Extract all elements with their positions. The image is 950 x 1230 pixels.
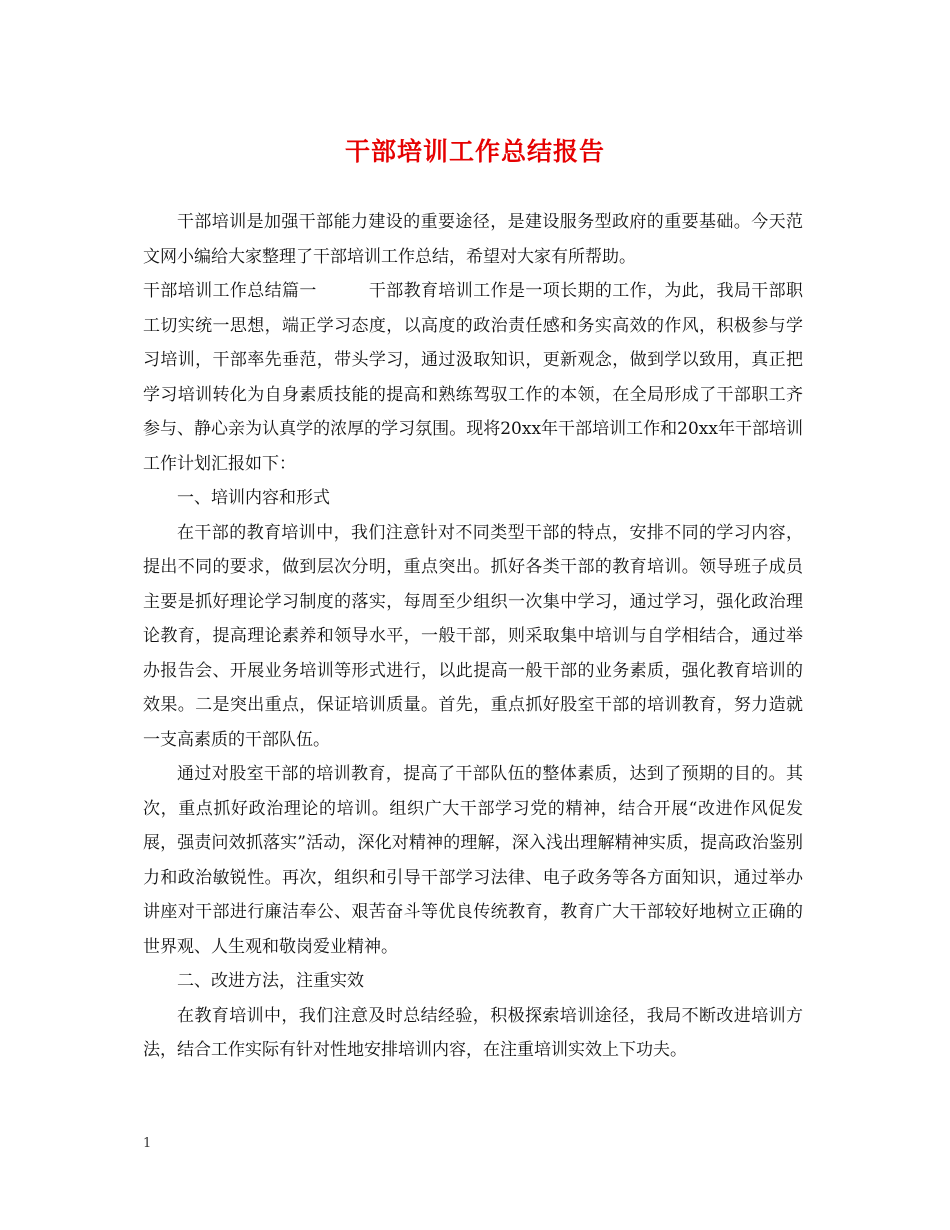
- paragraph-methods: 在教育培训中，我们注意及时总结经验，积极探索培训途径，我局不断改进培训方法，结合工作实际有针对性地安排培训内容，在注重培训实效上下功夫。: [143, 1005, 803, 1060]
- document-title: 干部培训工作总结报告: [344, 137, 605, 166]
- paragraph-intro: 干部培训是加强干部能力建设的重要途径，是建设服务型政府的重要基础。今天范文网小编给大家整理了干部培训工作总结，希望对大家有所帮助。: [143, 212, 803, 267]
- section-heading-two: 二、改进方法，注重实效: [177, 971, 364, 991]
- paragraph-part-one: 干部培训工作总结篇一 干部教育培训工作是一项长期的工作，为此，我局干部职工切实统一思想，端正学习态度，以高度的政治责任感和务实高效的作风，积极参与学习培训，干部率先垂范，带头学习，通过汲取知识，更新观念，做到学以致用，真正把学习培训转化为自身素质技能的提高和熟练驾驭工作的本领，在全局形成了干部职工齐参与、静心亲为认真学的浓厚的学习氛围。现将20xx年干部培训工作和20xx年干部培训工作计划汇报如下：: [143, 281, 803, 474]
- section-heading-one: 一、培训内容和形式: [177, 488, 330, 508]
- document-body: [143, 205, 803, 1068]
- paragraph-training-results: 通过对股室干部的培训教育，提高了干部队伍的整体素质，达到了预期的目的。其次，重点抓好政治理论的培训。组织广大干部学习党的精神，结合开展“改进作风促发展，强责问效抓落实”活动，深化对精神的理解，深入浅出理解精神实质，提高政治鉴别力和政治敏锐性。再次，组织和引导干部学习法律、电子政务等各方面知识，通过举办讲座对干部进行廉洁奉公、艰苦奋斗等优良传统教育，教育广大干部较好地树立正确的世界观、人生观和敬岗爱业精神。: [143, 764, 803, 957]
- page-number: 1: [143, 1136, 152, 1151]
- paragraph-training-content: 在干部的教育培训中，我们注意针对不同类型干部的特点，安排不同的学习内容，提出不同的要求，做到层次分明，重点突出。抓好各类干部的教育培训。领导班子成员主要是抓好理论学习制度的落实，每周至少组织一次集中学习，通过学习，强化政治理论教育，提高理论素养和领导水平，一般干部，则采取集中培训与自学相结合，通过举办报告会、开展业务培训等形式进行，以此提高一般干部的业务素质，强化教育培训的效果。二是突出重点，保证培训质量。首先，重点抓好股室干部的培训教育，努力造就一支高素质的干部队伍。: [143, 522, 803, 750]
